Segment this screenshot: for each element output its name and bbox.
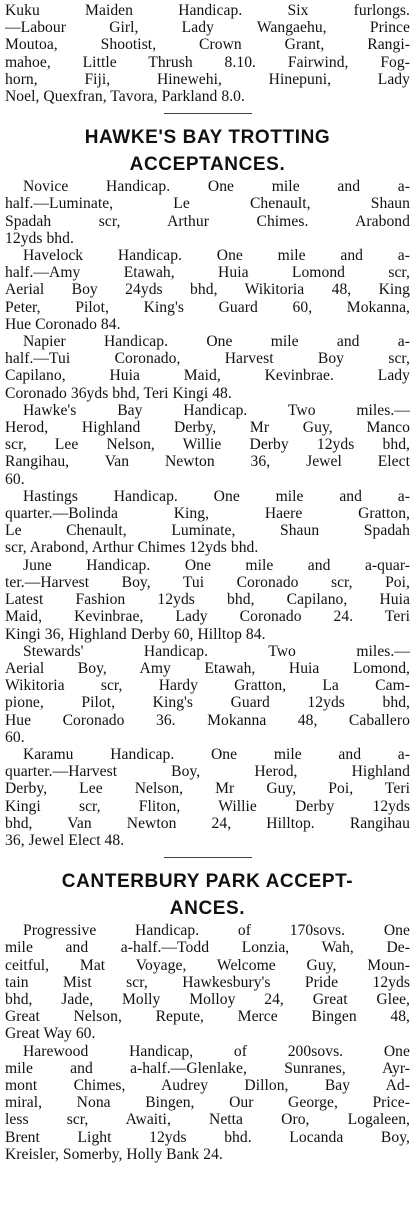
- text-line: Herod, Highland Derby, Mr Guy, Manco: [5, 419, 410, 437]
- text-line: Le Chenault, Luminate, Shaun Spadah: [5, 522, 410, 540]
- text-line: Karamu Handicap. One mile and a-: [23, 745, 410, 763]
- text-line: bhd, Van Newton 24, Hilltop. Rangihau: [5, 814, 410, 832]
- text-line: Brent Light 12yds bhd. Locanda Boy,: [5, 1128, 410, 1146]
- text-line: half.—Tui Coronado, Harvest Boy scr,: [5, 350, 410, 368]
- text-line: —Labour Girl, Lady Wangaehu, Prince: [5, 19, 410, 37]
- text-line: Harewood Handicap, of 200sovs. One: [23, 1042, 410, 1060]
- text-line: Kingi scr, Fliton, Willie Derby 12yds: [5, 797, 410, 815]
- race-entry: [5, 746, 410, 849]
- section-heading: [5, 124, 410, 178]
- text-line: Hue Coronado 84.: [5, 315, 121, 333]
- text-line: Noel, Quexfran, Tavora, Parkland 8.0.: [5, 88, 245, 106]
- text-line: horn, Fiji, Hinewehi, Hinepuni, Lady: [5, 70, 410, 88]
- race-entry: [5, 1043, 410, 1163]
- race-entry: [5, 247, 410, 333]
- text-line: mahoe, Little Thrush 8.10. Fairwind, Fog-: [5, 53, 410, 71]
- text-line: scr, Lee Nelson, Willie Derby 12yds bhd,: [5, 436, 410, 454]
- race-entry: [5, 643, 410, 746]
- race-entry: [5, 178, 410, 247]
- text-line: 36, Jewel Elect 48.: [5, 831, 125, 849]
- text-line: 60.: [5, 728, 25, 746]
- text-line: bhd, Jade, Molly Molloy 24, Great Glee,: [5, 990, 410, 1008]
- text-line: half.—Amy Etawah, Huia Lomond scr,: [5, 264, 410, 282]
- text-line: Stewards' Handicap. Two miles.—: [23, 642, 410, 660]
- heading-line: ANCES.: [169, 898, 246, 920]
- text-line: Spadah scr, Arthur Chimes. Arabond: [5, 212, 410, 230]
- section-divider: [164, 857, 252, 858]
- text-line: Progressive Handicap. of 170sovs. One: [23, 922, 410, 940]
- text-line: half.—Luminate, Le Chenault, Shaun: [5, 195, 410, 213]
- entries-list: [5, 178, 410, 849]
- text-line: Havelock Handicap. One mile and a-: [23, 247, 410, 265]
- text-line: Peter, Pilot, King's Guard 60, Mokanna,: [5, 298, 410, 316]
- heading-line: CANTERBURY PARK ACCEPT-: [61, 871, 354, 893]
- race-entry: [5, 557, 410, 643]
- text-line: 12yds bhd.: [5, 229, 74, 247]
- heading-line: ACCEPTANCES.: [129, 154, 286, 176]
- text-line: less scr, Awaiti, Netta Oro, Logaleen,: [5, 1111, 410, 1129]
- text-line: Hastings Handicap. One mile and a-: [23, 487, 410, 505]
- text-line: ceitful, Mat Voyage, Welcome Guy, Moun-: [5, 956, 410, 974]
- text-line: tain Mist scr, Hawkesbury's Pride 12yds: [5, 973, 410, 991]
- text-line: quarter.—Bolinda King, Haere Gratton,: [5, 505, 410, 523]
- text-line: quarter.—Harvest Boy, Herod, Highland: [5, 763, 410, 781]
- text-line: Great Way 60.: [5, 1025, 96, 1043]
- heading-line: HAWKE'S BAY TROTTING: [84, 127, 331, 149]
- race-entry: [5, 488, 410, 557]
- text-line: Wikitoria scr, Hardy Gratton, La Cam-: [5, 677, 410, 695]
- text-line: pione, Pilot, King's Guard 12yds bhd,: [5, 694, 410, 712]
- race-entry: [5, 922, 410, 1042]
- text-line: Maid, Kevinbrae, Lady Coronado 24. Teri: [5, 608, 410, 626]
- section-heading: [5, 868, 410, 922]
- text-line: Kuku Maiden Handicap. Six furlongs.: [5, 2, 410, 19]
- text-line: miral, Nona Bingen, Our George, Price-: [5, 1094, 410, 1112]
- canterbury-park-section: [5, 868, 410, 1163]
- entries-list: [5, 922, 410, 1163]
- text-line: Novice Handicap. One mile and a-: [23, 178, 410, 196]
- text-line: scr, Arabond, Arthur Chimes 12yds bhd.: [5, 539, 259, 557]
- text-line: Hawke's Bay Handicap. Two miles.—: [23, 401, 410, 419]
- race-entry: [5, 402, 410, 488]
- text-line: Aerial Boy 24yds bhd, Wikitoria 48, King: [5, 281, 410, 299]
- text-line: Kingi 36, Highland Derby 60, Hilltop 84.: [5, 625, 266, 643]
- text-line: mile and a-half.—Glenlake, Sunranes, Ayr-: [5, 1059, 410, 1077]
- text-line: Latest Fashion 12yds bhd, Capilano, Huia: [5, 591, 410, 609]
- text-line: mile and a-half.—Todd Lonzia, Wah, De-: [5, 939, 410, 957]
- text-line: Hue Coronado 36. Mokanna 48, Caballero: [5, 711, 410, 729]
- text-line: Moutoa, Shootist, Crown Grant, Rangi-: [5, 36, 410, 54]
- text-line: Aerial Boy, Amy Etawah, Huia Lomond,: [5, 659, 410, 677]
- hawkes-bay-section: [5, 124, 410, 849]
- text-line: June Handicap. One mile and a-quar-: [23, 556, 410, 574]
- text-line: mont Chimes, Audrey Dillon, Bay Ad-: [5, 1076, 410, 1094]
- text-line: Derby, Lee Nelson, Mr Guy, Poi, Teri: [5, 780, 410, 798]
- text-line: Kreisler, Somerby, Holly Bank 24.: [5, 1145, 223, 1163]
- text-line: Napier Handicap. One mile and a-: [23, 333, 410, 351]
- text-line: 60.: [5, 470, 25, 488]
- text-line: Rangihau, Van Newton 36, Jewel Elect: [5, 453, 410, 471]
- text-line: Capilano, Huia Maid, Kevinbrae. Lady: [5, 367, 410, 385]
- text-line: Great Nelson, Repute, Merce Bingen 48,: [5, 1008, 410, 1026]
- text-line: Coronado 36yds bhd, Teri Kingi 48.: [5, 384, 232, 402]
- kuku-maiden-handicap-entry: [5, 2, 410, 105]
- section-divider: [164, 113, 252, 114]
- text-line: ter.—Harvest Boy, Tui Coronado scr, Poi,: [5, 573, 410, 591]
- race-entry: [5, 333, 410, 402]
